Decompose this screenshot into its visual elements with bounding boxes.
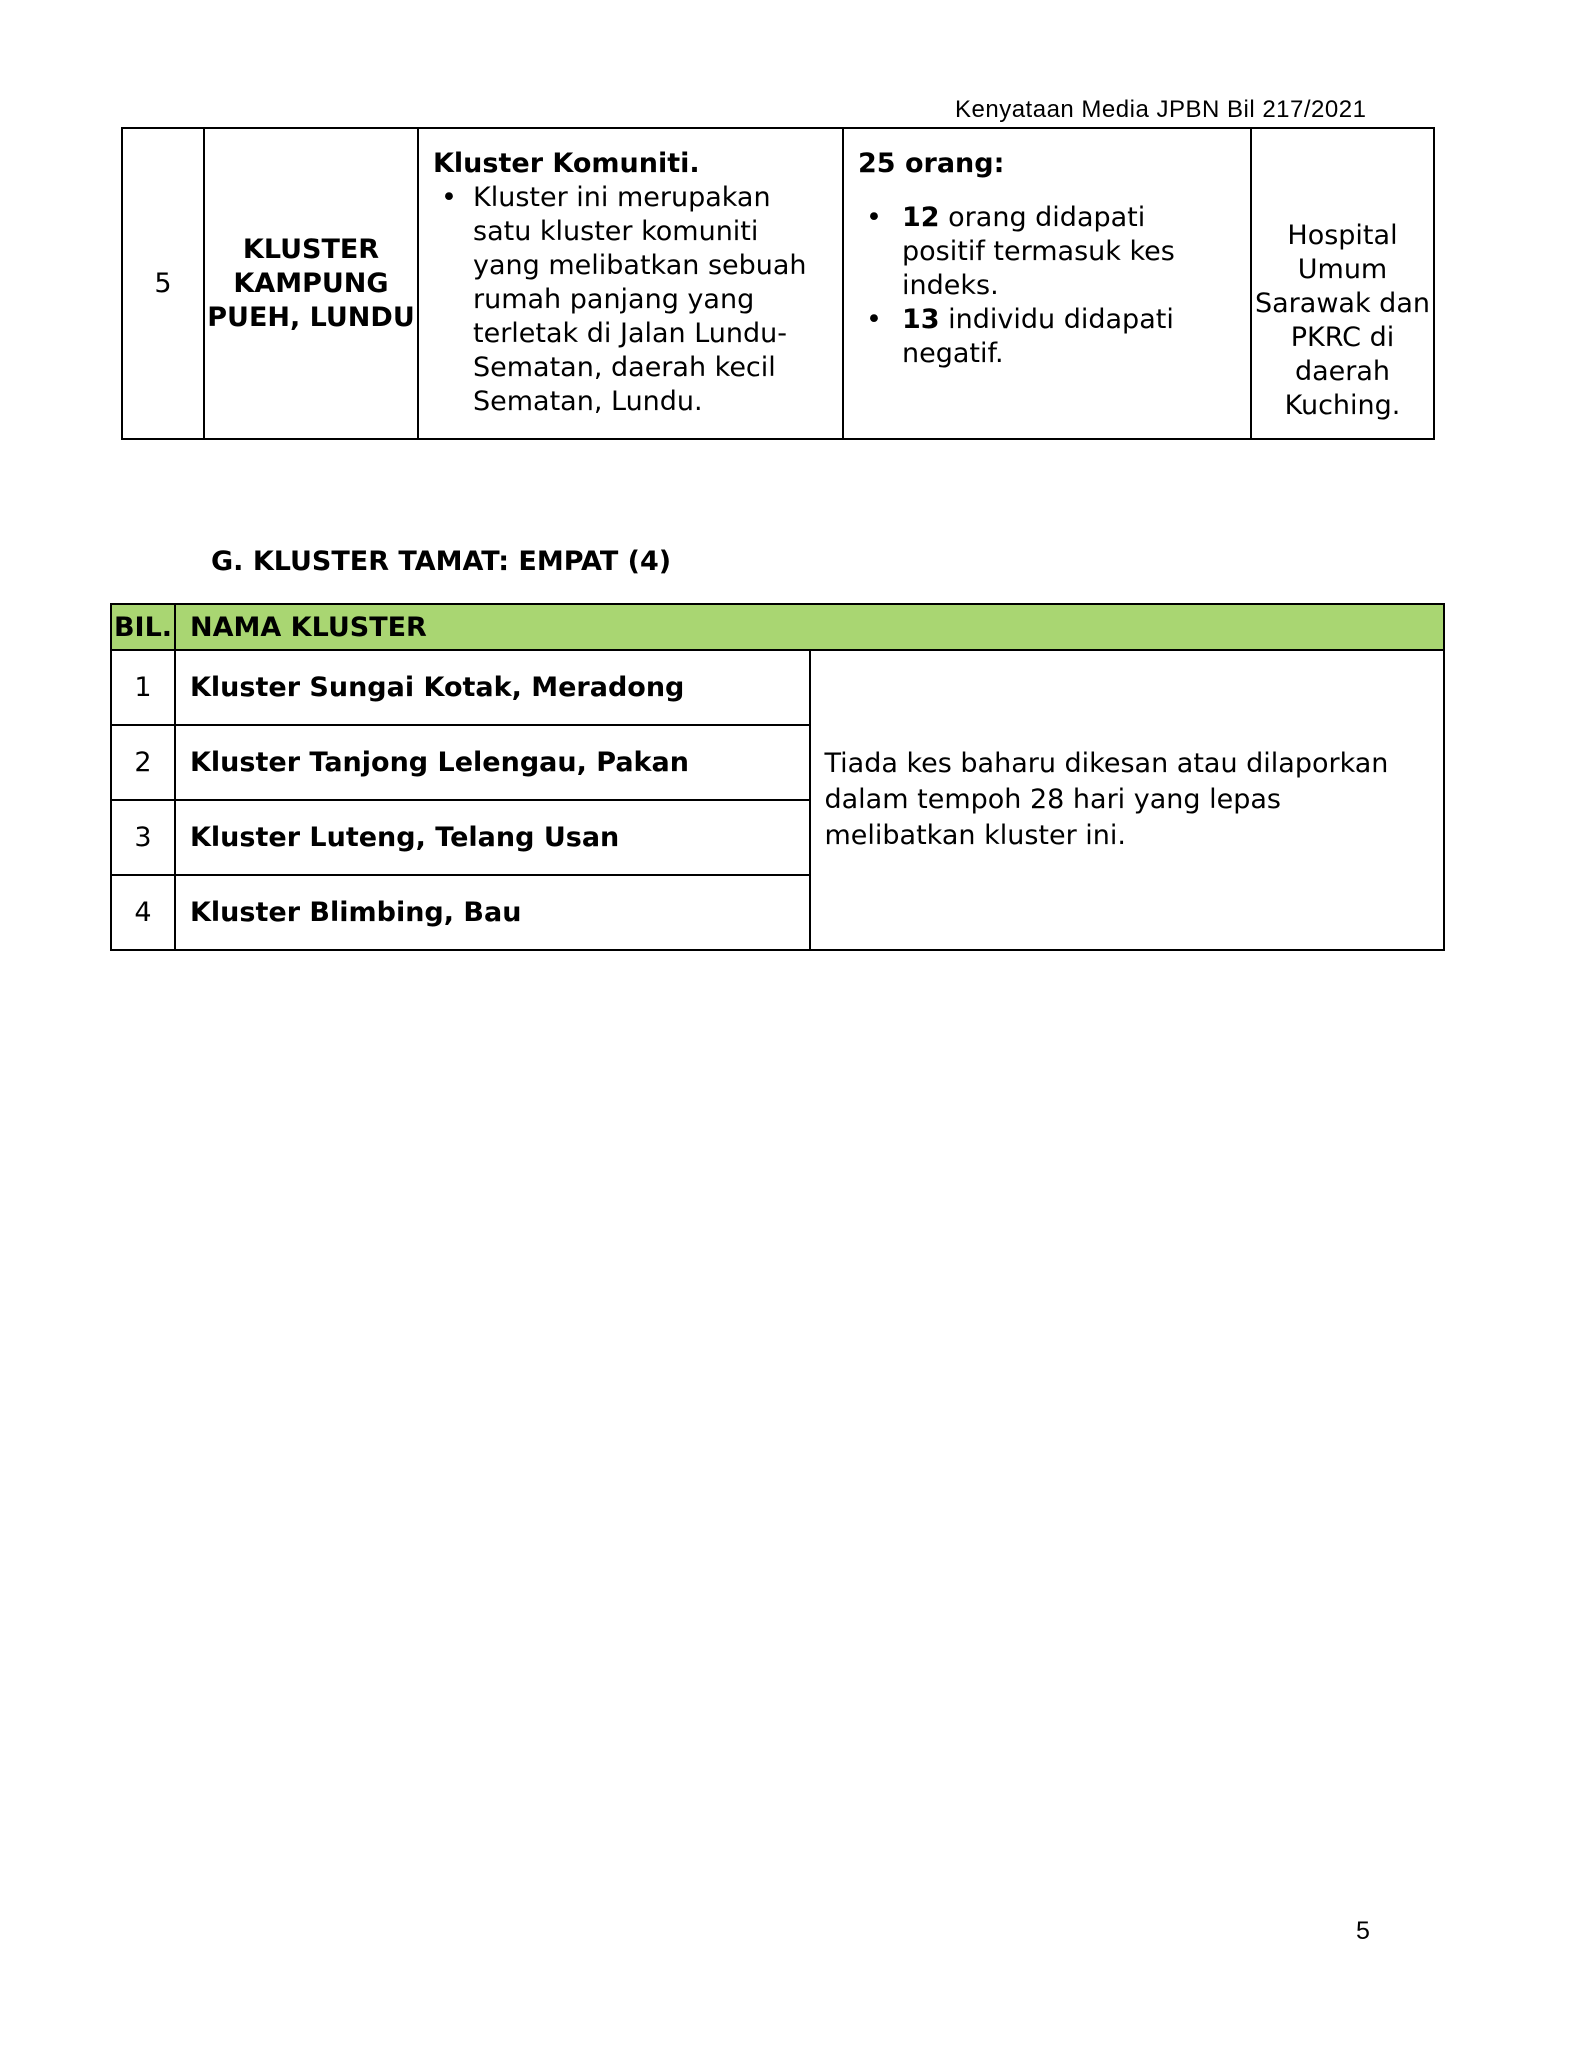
cluster-type-title: Kluster Komuniti. [433,148,700,179]
positive-count: 12 [902,202,940,233]
section-heading: G. KLUSTER TAMAT: EMPAT (4) [211,546,672,577]
case-count-list [858,201,1236,371]
description-list [433,181,832,419]
row-cluster-name: Kluster Tanjong Lelengau, Pakan [175,725,810,800]
list-item [858,201,1236,303]
row-cluster-name: Kluster Blimbing, Bau [175,875,810,950]
hospital-location: Hospital Umum Sarawak dan PKRC di daerah Kuching. [1251,128,1434,439]
table-row [111,650,1444,725]
cluster-description [418,128,843,439]
active-cluster-table [121,127,1435,440]
cluster-name: KLUSTER KAMPUNG PUEH, LUNDU [204,128,418,439]
row-cluster-name: Kluster Luteng, Telang Usan [175,800,810,875]
cluster-number: 5 [122,128,204,439]
table-header-row [111,604,1444,650]
negative-text: individu didapati negatif. [902,304,1174,369]
ended-note: Tiada kes baharu dikesan atau dilaporkan dalam tempoh 28 hari yang lepas melibatkan kluster ini. [810,650,1445,950]
table-row [122,128,1434,439]
row-number: 1 [111,650,175,725]
list-item [858,303,1236,371]
page-number: 5 [1356,1917,1370,1945]
row-number: 3 [111,800,175,875]
row-number: 4 [111,875,175,950]
negative-count: 13 [902,304,940,335]
document-reference: Kenyataan Media JPBN Bil 217/2021 [955,96,1367,123]
row-number: 2 [111,725,175,800]
header-cluster-name: NAMA KLUSTER [175,604,1444,650]
list-item: • Kluster ini merupakan satu kluster komuniti yang melibatkan sebuah rumah panjang yang terletak di Jalan Lundu-Sematan, daerah kecil Sematan, Lundu. [433,181,832,419]
header-bil: BIL. [111,604,175,650]
case-count [843,128,1251,439]
row-cluster-name: Kluster Sungai Kotak, Meradong [175,650,810,725]
case-count-title: 25 orang: [858,148,1005,179]
positive-text: orang didapati positif termasuk kes indeks. [902,202,1175,301]
ended-clusters-table [110,603,1445,951]
